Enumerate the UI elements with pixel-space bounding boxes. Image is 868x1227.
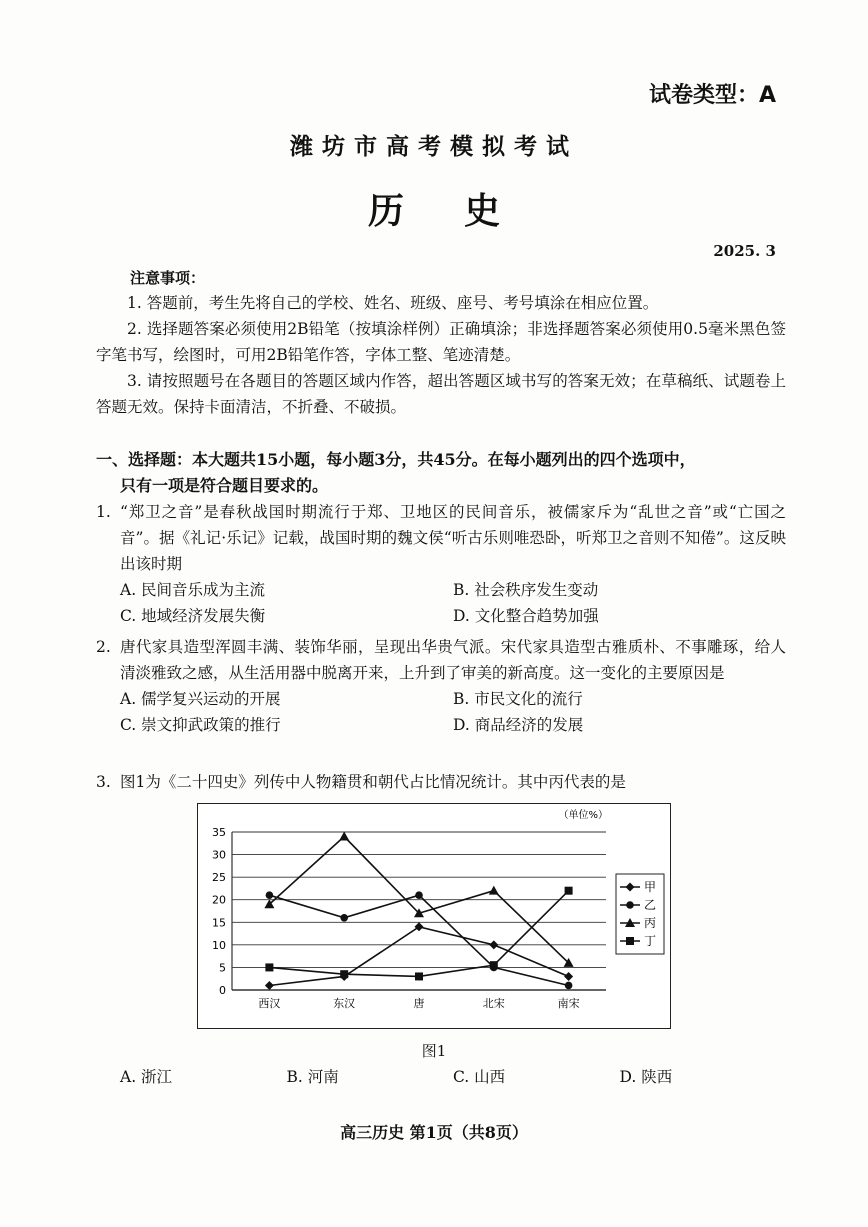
data-point bbox=[489, 940, 498, 949]
exam-date: 2025. 3 bbox=[713, 242, 776, 260]
section-heading-line: 一、选择题：本大题共15小题，每小题3分，共45分。在每小题列出的四个选项中， bbox=[96, 450, 696, 469]
data-point bbox=[564, 972, 573, 981]
option-a: A. 浙江 bbox=[120, 1068, 173, 1086]
option-d: D. 陕西 bbox=[619, 1068, 673, 1086]
legend-label: 甲 bbox=[644, 880, 657, 894]
data-point bbox=[415, 922, 424, 931]
subject-title: 历史 bbox=[367, 190, 560, 232]
question-stem: “郑卫之音”是春秋战国时期流行于郑、卫地区的民间音乐，被儒家斥为“乱世之音”或“亡国之音”。据《礼记·乐记》记载，战国时期的魏文侯“听古乐则唯恐卧，听郑卫之音则不知倦”。这反映出该时期 bbox=[120, 503, 786, 573]
figure-caption: 图1 bbox=[421, 1042, 447, 1060]
data-point bbox=[489, 886, 499, 895]
data-point bbox=[415, 972, 423, 980]
data-point bbox=[340, 914, 348, 922]
option-d: D. 商品经济的发展 bbox=[453, 716, 584, 734]
option-c: C. 地域经济发展失衡 bbox=[120, 607, 266, 625]
data-point bbox=[490, 961, 498, 969]
option-b: B. 市民文化的流行 bbox=[453, 690, 583, 708]
data-point bbox=[265, 963, 273, 971]
notice-item: 2. 选择题答案必须使用2B铅笔（按填涂样例）正确填涂；非选择题答案必须使用0.5毫米黑色签字笔书写，绘图时，可用2B铅笔作答，字体工整、笔迹清楚。 bbox=[96, 320, 786, 364]
option-b: B. 社会秩序发生变动 bbox=[453, 581, 599, 599]
legend-marker bbox=[626, 901, 634, 909]
legend-marker bbox=[626, 937, 634, 945]
series-line-4 bbox=[269, 891, 568, 977]
option-c: C. 山西 bbox=[453, 1068, 506, 1086]
notice-heading: 注意事项： bbox=[130, 269, 206, 287]
legend-label: 丙 bbox=[644, 916, 657, 930]
section-heading bbox=[96, 447, 786, 499]
y-tick-label: 20 bbox=[212, 893, 226, 907]
question-3-options bbox=[96, 1064, 786, 1090]
page-footer: 高三历史 第1页（共8页） bbox=[340, 1123, 528, 1142]
legend-label: 乙 bbox=[644, 898, 657, 912]
y-tick-label: 10 bbox=[212, 938, 226, 952]
figure-1-chart bbox=[197, 803, 671, 1029]
x-tick-label: 东汉 bbox=[333, 997, 356, 1010]
option-b: B. 河南 bbox=[286, 1068, 339, 1086]
y-tick-label: 0 bbox=[219, 984, 226, 997]
question-1 bbox=[96, 499, 786, 629]
line-chart bbox=[198, 804, 670, 1028]
question-stem: 唐代家具造型浑圆丰满、装饰华丽，呈现出华贵气派。宋代家具造型古雅质朴、不事雕琢，给人清淡雅致之感，从生活用器中脱离开来，上升到了审美的新高度。这一变化的主要原因是 bbox=[120, 638, 786, 682]
x-tick-label: 唐 bbox=[413, 997, 425, 1010]
option-d: D. 文化整合趋势加强 bbox=[453, 607, 599, 625]
notice-item: 3. 请按照题号在各题目的答题区域内作答，超出答题区域书写的答案无效；在草稿纸、试题卷上答题无效。保持卡面清洁，不折叠、不破损。 bbox=[96, 372, 786, 416]
notice-list bbox=[96, 290, 786, 420]
x-tick-label: 南宋 bbox=[557, 997, 580, 1010]
option-a: A. 民间音乐成为主流 bbox=[120, 581, 266, 599]
section-heading-line: 只有一项是符合题目要求的。 bbox=[120, 476, 329, 495]
x-tick-label: 北宋 bbox=[482, 997, 505, 1010]
data-point bbox=[265, 981, 274, 990]
option-c: C. 崇文抑武政策的推行 bbox=[120, 716, 281, 734]
exam-title: 潍坊市高考模拟考试 bbox=[290, 134, 578, 160]
legend-label: 丁 bbox=[644, 934, 657, 948]
question-number: 1. bbox=[96, 503, 111, 521]
data-point bbox=[565, 887, 573, 895]
x-tick-label: 西汉 bbox=[258, 997, 281, 1010]
paper-type: 试卷类型：A bbox=[648, 83, 776, 108]
data-point bbox=[415, 891, 423, 899]
question-stem: 图1为《二十四史》列传中人物籍贯和朝代占比情况统计。其中丙代表的是 bbox=[120, 773, 626, 791]
unit-label: （单位%） bbox=[558, 810, 608, 821]
option-a: A. 儒学复兴运动的开展 bbox=[120, 690, 281, 708]
legend-box bbox=[616, 874, 664, 954]
y-tick-label: 25 bbox=[212, 871, 226, 885]
question-2 bbox=[96, 634, 786, 738]
question-number: 2. bbox=[96, 638, 111, 656]
y-tick-label: 30 bbox=[212, 848, 226, 862]
y-tick-label: 15 bbox=[212, 916, 226, 930]
question-3 bbox=[96, 769, 786, 795]
data-point bbox=[340, 970, 348, 978]
notice-item: 1. 答题前，考生先将自己的学校、姓名、班级、座号、考号填涂在相应位置。 bbox=[127, 294, 659, 312]
y-tick-label: 35 bbox=[212, 826, 226, 839]
data-point bbox=[339, 832, 349, 841]
data-point bbox=[266, 891, 274, 899]
y-tick-label: 5 bbox=[219, 961, 226, 975]
data-point bbox=[565, 982, 573, 990]
question-number: 3. bbox=[96, 773, 111, 791]
